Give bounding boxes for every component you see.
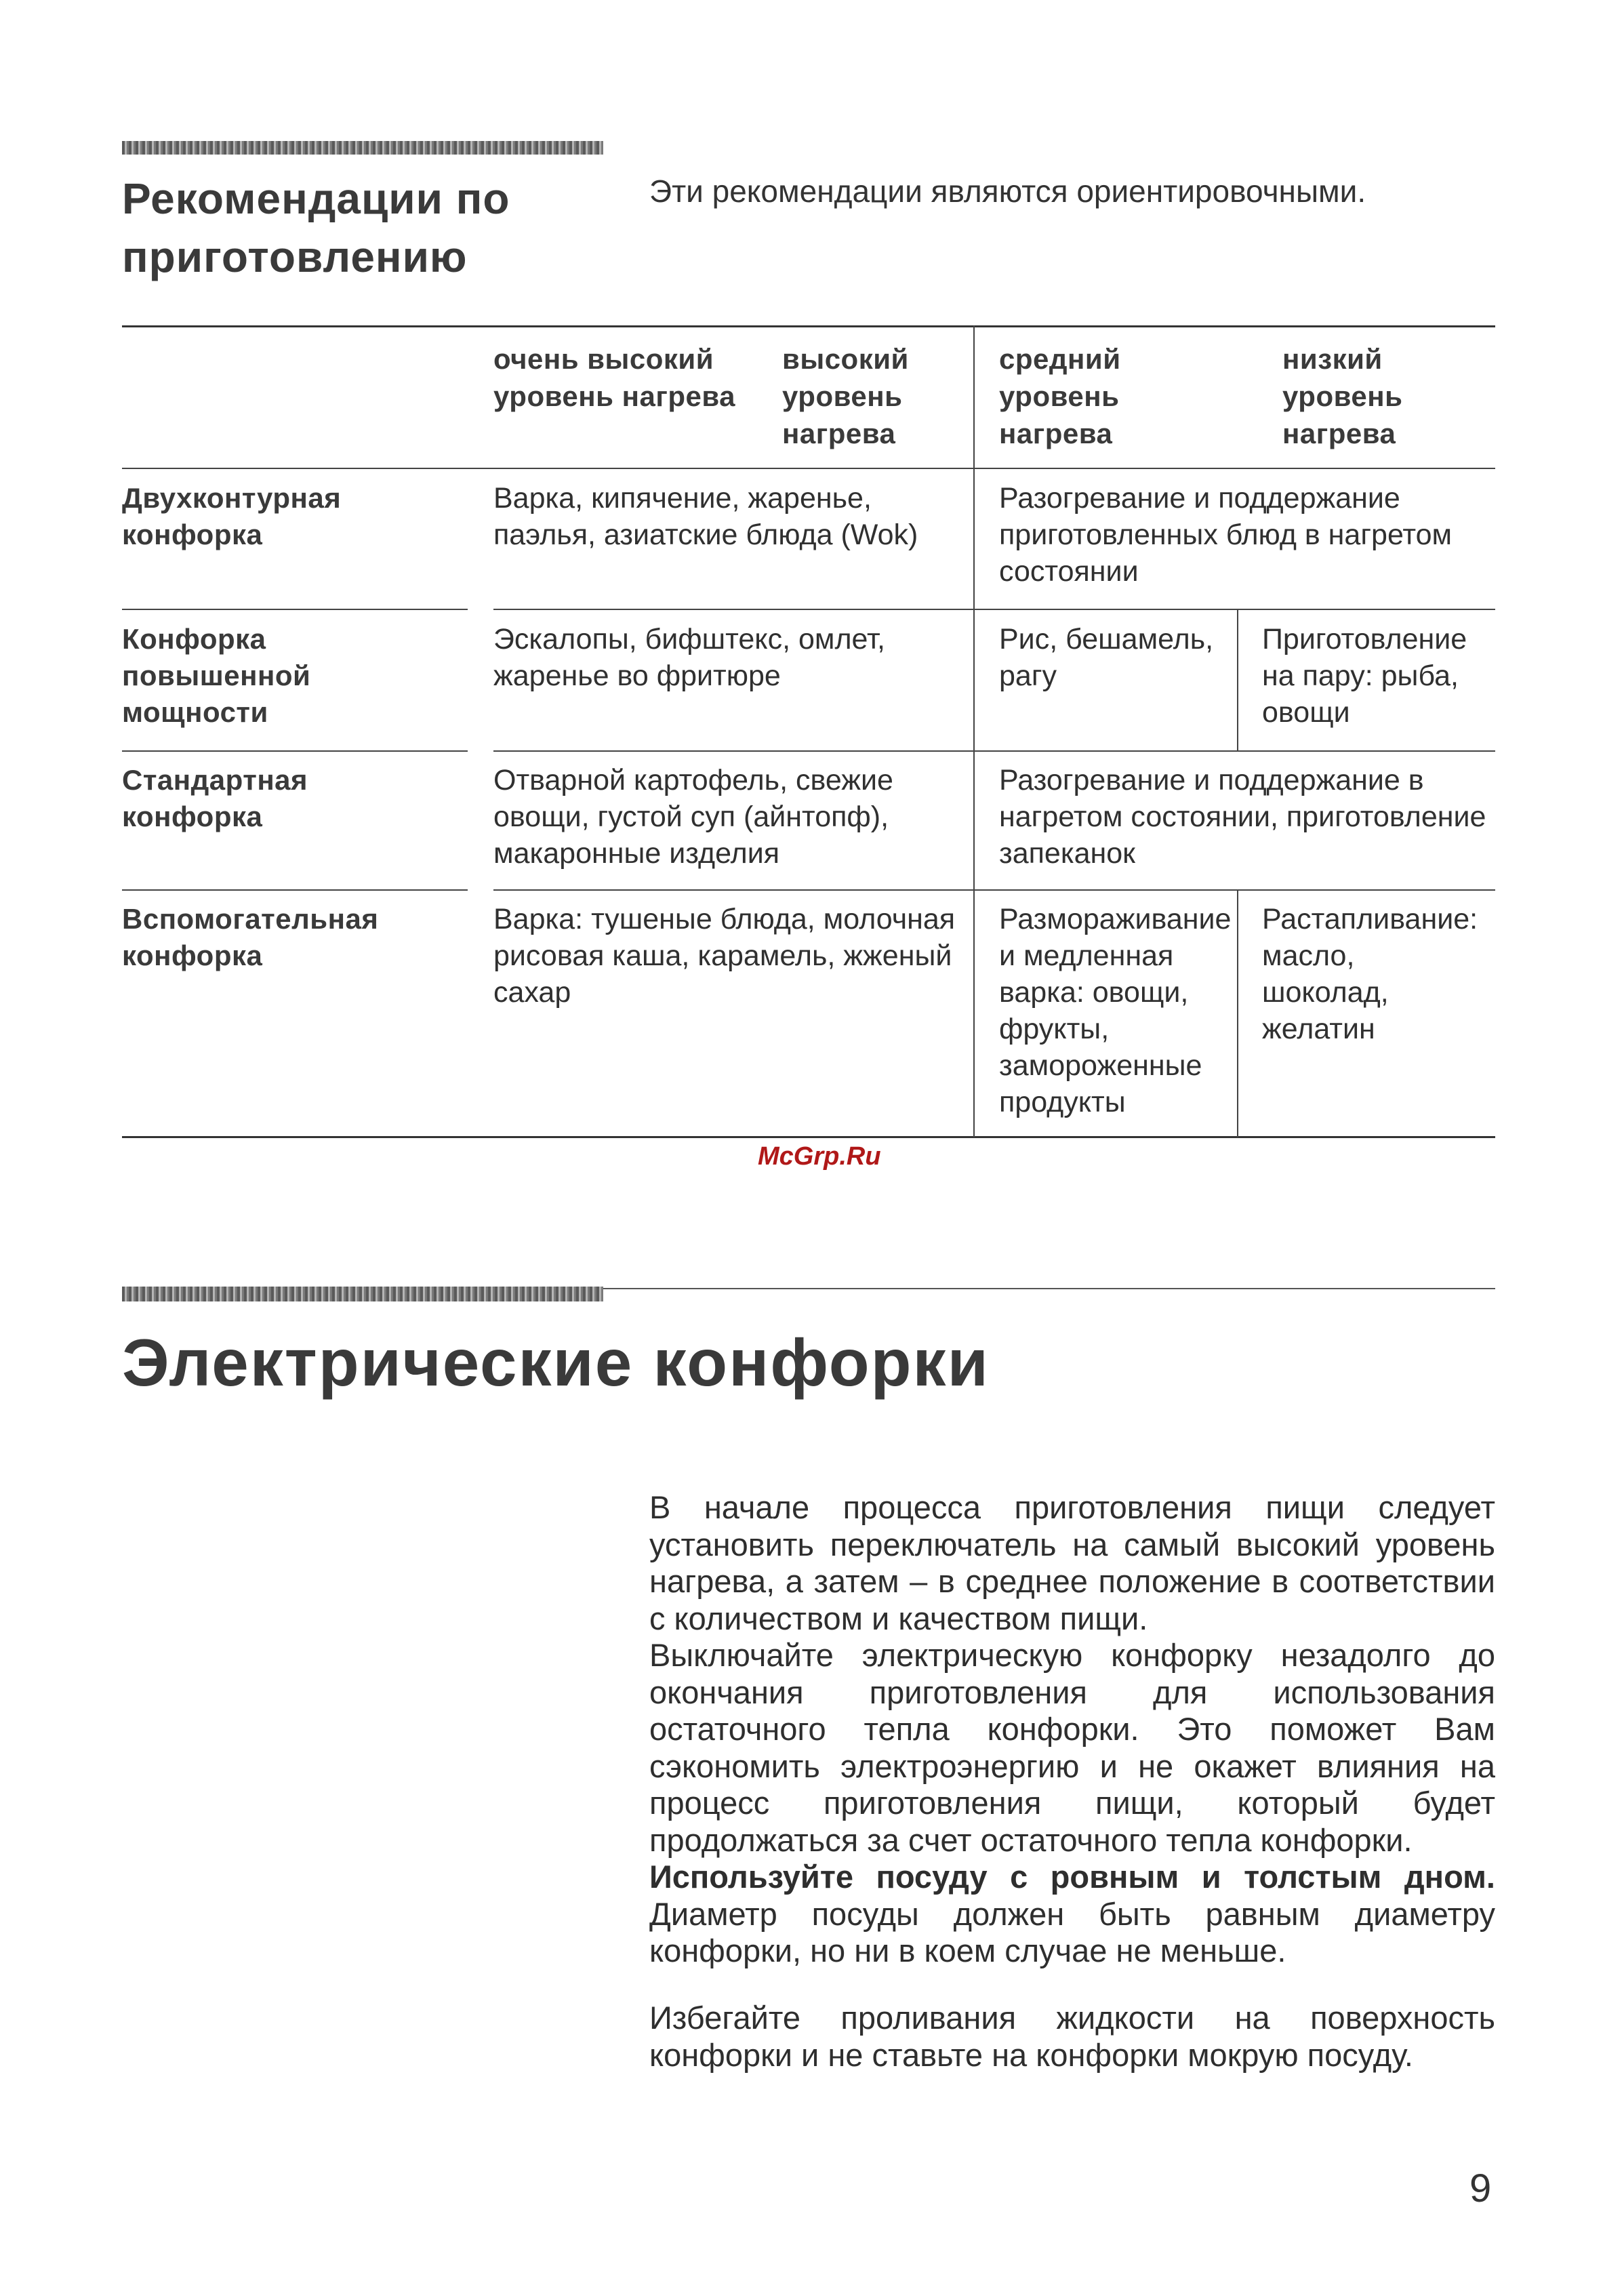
section-bar bbox=[122, 141, 603, 155]
table-cell: Рис, бешамель, рагу bbox=[999, 623, 1214, 692]
header-rule bbox=[122, 468, 1495, 469]
paragraph-text: Диаметр посуды должен быть равным диаметру конфорки, но ни в коем случае не меньше. bbox=[649, 1895, 1495, 1968]
table-cell: Разогревание и поддержание приготовленных блюд в нагретом состоянии bbox=[999, 482, 1453, 588]
row-rule bbox=[493, 889, 1495, 891]
table-cell: Растапливание: масло, шоколад, желатин bbox=[1262, 903, 1478, 1045]
table-cell: Эскалопы, бифштекс, омлет, жаренье во фритюре bbox=[493, 623, 885, 692]
table-bottom-rule bbox=[122, 1136, 1495, 1138]
row-rule bbox=[493, 609, 1495, 610]
body-text bbox=[649, 2000, 1495, 2074]
paragraph: Избегайте проливания жидкости на поверхность конфорки и не ставьте на конфорки мокрую посуду. bbox=[649, 2000, 1495, 2073]
column-divider bbox=[1237, 889, 1238, 1137]
table-cell: Разогревание и поддержание в нагретом состоянии, приготовление запеканок bbox=[999, 764, 1486, 870]
cooking-table bbox=[122, 325, 1495, 1139]
bold-lead: Используйте посуду с ровным и толстым дном. bbox=[649, 1859, 1495, 1895]
section-intro: Эти рекомендации являются ориентировочными. bbox=[649, 174, 1366, 209]
row-rule bbox=[122, 609, 468, 610]
section-title: Рекомендации по приготовлению bbox=[122, 174, 510, 281]
paragraph: Выключайте электрическую конфорку незадолго до окончания приготовления для использования остаточного тепла конфорки. Это поможет Вам сэкономить электроэнергию и не окажет влияния на процесс приготовления пищи, который будет продолжаться за счет остаточного тепла конфорки. bbox=[649, 1637, 1495, 1858]
row-header: Конфорка повышенной мощности bbox=[122, 623, 311, 728]
row-rule bbox=[122, 889, 468, 891]
row-header: Стандартная конфорка bbox=[122, 764, 308, 832]
header-medium: средний уровень нагрева bbox=[999, 343, 1121, 449]
table-cell: Размораживание и медленная варка: овощи, фрукты, замороженные продукты bbox=[999, 903, 1232, 1118]
row-rule bbox=[493, 750, 1495, 752]
header-high: высокий уровень нагрева bbox=[782, 343, 909, 449]
table-cell: Варка: тушеные блюда, молочная рисовая каша, карамель, жженый сахар bbox=[493, 903, 956, 1009]
header-low: низкий уровень нагрева bbox=[1282, 343, 1403, 449]
section-title-electric: Электрические конфорки bbox=[122, 1325, 990, 1400]
column-divider bbox=[1237, 609, 1238, 750]
table-cell: Приготовление на пару: рыба, овощи bbox=[1262, 623, 1467, 729]
section-bar bbox=[122, 1287, 603, 1301]
table-cell: Варка, кипячение, жаренье, паэлья, азиатские блюда (Wok) bbox=[493, 482, 918, 551]
page-number: 9 bbox=[1469, 2166, 1492, 2210]
row-header: Двухконтурная конфорка bbox=[122, 482, 342, 550]
body-text bbox=[649, 1489, 1495, 1970]
column-divider bbox=[973, 325, 975, 1137]
paragraph bbox=[649, 1859, 1495, 1970]
paragraph: В начале процесса приготовления пищи следует установить переключатель на самый высокий уровень нагрева, а затем – в среднее положение в соответствии с количеством и качеством пищи. bbox=[649, 1489, 1495, 1636]
row-header: Вспомогательная конфорка bbox=[122, 903, 379, 971]
table-top-rule bbox=[122, 325, 1495, 327]
section-rule bbox=[603, 1288, 1495, 1289]
table-cell: Отварной картофель, свежие овощи, густой суп (айнтопф), макаронные изделия bbox=[493, 764, 893, 870]
watermark: McGrp.Ru bbox=[758, 1142, 881, 1171]
header-very-high: очень высокий уровень нагрева bbox=[493, 343, 735, 412]
row-rule bbox=[122, 750, 468, 752]
